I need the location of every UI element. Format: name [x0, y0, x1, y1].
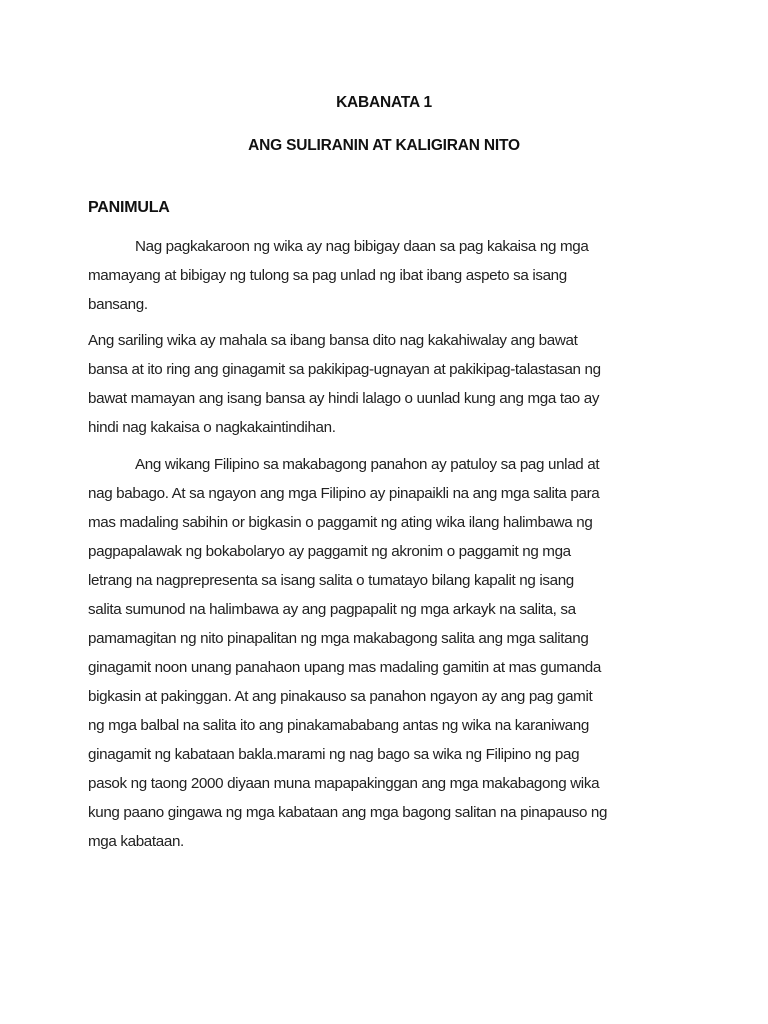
text-line: ginagamit ng kabataan bakla.marami ng nag bago sa wika ng Filipino ng pag [88, 746, 580, 763]
text-line: mamayang at bibigay ng tulong sa pag unlad ng ibat ibang aspeto sa isang [88, 267, 567, 284]
text-line: mas madaling sabihin or bigkasin o paggamit ng ating wika ilang halimbawa ng [88, 514, 593, 531]
text-line: bigkasin at pakinggan. At ang pinakauso sa panahon ngayon ay ang pag gamit [88, 688, 593, 705]
text-line: letrang na nagprepresenta sa isang salita o tumatayo bilang kapalit ng isang [88, 572, 574, 589]
text-line: mga kabataan. [88, 833, 184, 850]
paragraph-1 [88, 232, 688, 319]
text-line: kung paano gingawa ng mga kabataan ang mga bagong salitan na pinapauso ng [88, 804, 608, 821]
text-line: pasok ng taong 2000 diyaan muna mapapakinggan ang mga makabagong wika [88, 775, 600, 792]
text-line: Ang wikang Filipino sa makabagong panahon ay patuloy sa pag unlad at [135, 456, 600, 473]
text-line: bawat mamayan ang isang bansa ay hindi lalago o uunlad kung ang mga tao ay [88, 390, 600, 407]
text-line: pagpapalawak ng bokabolaryo ay paggamit ng akronim o paggamit ng mga [88, 543, 571, 560]
text-line: hindi nag kakaisa o nagkakaintindihan. [88, 419, 336, 436]
text-line: nag babago. At sa ngayon ang mga Filipino ay pinapaikli na ang mga salita para [88, 485, 600, 502]
text-line: Ang sariling wika ay mahala sa ibang bansa dito nag kakahiwalay ang bawat [88, 332, 578, 349]
section-heading: PANIMULA [88, 199, 170, 216]
text-line: ginagamit noon unang panahaon upang mas madaling gamitin at mas gumanda [88, 659, 601, 676]
text-line: bansa at ito ring ang ginagamit sa pakikipag-ugnayan at pakikipag-talastasan ng [88, 361, 601, 378]
paragraph-2 [88, 326, 688, 442]
paragraph-3 [88, 450, 688, 856]
chapter-title: KABANATA 1 [336, 94, 432, 111]
text-line: salita sumunod na halimbawa ay ang pagpapalit ng mga arkayk na salita, sa [88, 601, 576, 618]
chapter-subtitle: ANG SULIRANIN AT KALIGIRAN NITO [248, 137, 520, 154]
text-line: pamamagitan ng nito pinapalitan ng mga makabagong salita ang mga salitang [88, 630, 589, 647]
text-line: Nag pagkakaroon ng wika ay nag bibigay daan sa pag kakaisa ng mga [135, 238, 589, 255]
text-line: ng mga balbal na salita ito ang pinakamababang antas ng wika na karaniwang [88, 717, 589, 734]
text-line: bansang. [88, 296, 148, 313]
